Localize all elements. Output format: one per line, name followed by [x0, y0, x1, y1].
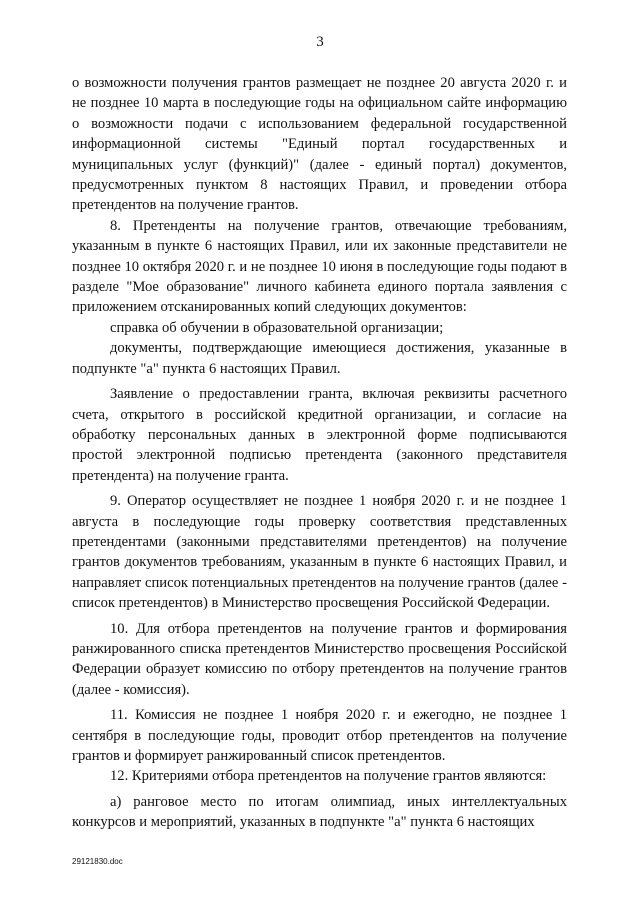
- paragraph-item-8: 8. Претенденты на получение грантов, отвечающие требованиям, указанным в пункте 6 настоящих Правил, или их законные представители не позднее 10 октября 2020 г. и не позднее 10 июня в последующие годы подают в разделе "Мое образование" личного кабинета единого портала заявления с приложением отсканированных копий следующих документов:: [72, 217, 567, 316]
- paragraph-item-12: 12. Критериями отбора претендентов на получение грантов являются:: [110, 768, 547, 785]
- paragraph-application: Заявление о предоставлении гранта, включая реквизиты расчетного счета, открытого в российской кредитной организации, и согласие на обработку персональных данных в электронной форме подписываются простой электронной подписью претендента (законного представителя претендента) на получение гранта.: [72, 386, 567, 484]
- document-code: 29121830.doc: [72, 857, 123, 866]
- paragraph-list-documents: документы, подтверждающие имеющиеся достижения, указанные в подпункте "а" пункта 6 настоящих Правил.: [72, 340, 567, 377]
- paragraph-item-10: 10. Для отбора претендентов на получение грантов и формирования ранжированного списка претендентов Министерство просвещения Российской Федерации образует комиссию по отбору претендентов на получение грантов (далее - комиссия).: [72, 620, 567, 698]
- paragraph-list-certificate: справка об обучении в образовательной организации;: [110, 319, 444, 336]
- paragraph-item-9: 9. Оператор осуществляет не позднее 1 ноября 2020 г. и не позднее 1 августа в последующие годы проверку соответствия представленных претендентами (законными представителями претендентов) на получение грантов документов требованиям, указанным в пункте 6 настоящих Правил, и направляет список потенциальных претендентов на получение грантов (далее - список претендентов) в Министерство просвещения Российской Федерации.: [72, 493, 567, 612]
- paragraph-item-12a: а) ранговое место по итогам олимпиад, иных интеллектуальных конкурсов и мероприятий, указанных в подпункте "а" пункта 6 настоящих: [72, 793, 567, 831]
- paragraph-item-11: 11. Комиссия не позднее 1 ноября 2020 г. и ежегодно, не позднее 1 сентября в последующие годы, проводит отбор претендентов на получение грантов и формирует ранжированный список претендентов.: [72, 707, 567, 764]
- document-body: [72, 73, 567, 833]
- paragraph-continuation: о возможности получения грантов размещает не позднее 20 августа 2020 г. и не позднее 10 марта в последующие годы на официальном сайте информацию о возможности подачи с использованием федеральной государственной информационной системы "Единый портал государственных и муниципальных услуг (функций)" (далее - единый портал) документов, предусмотренных пунктом 8 настоящих Правил, и проведении отбора претендентов на получение грантов.: [72, 75, 567, 214]
- page-number: 3: [316, 34, 324, 50]
